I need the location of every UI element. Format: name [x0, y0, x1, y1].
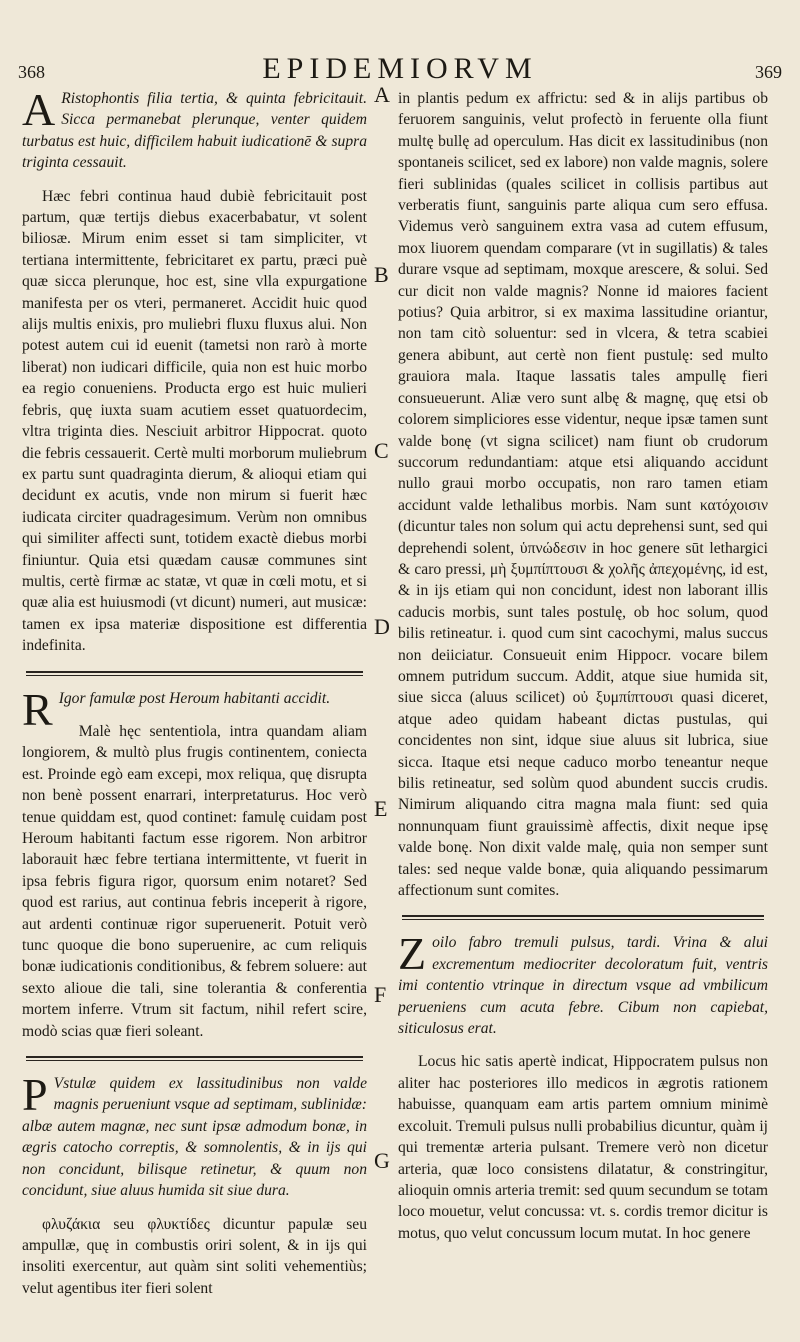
commentary-paragraph: φλυζάκια seu φλυκτίδες dicuntur papulæ seu ampullæ, quę in combustis oriri solent, & in ijs qui insoliti exercentur, aut quàm sint soliti vehementiùs; velut agentibus iter fieri solent	[22, 1215, 367, 1297]
drop-cap: R	[22, 683, 53, 735]
margin-letters	[370, 0, 396, 1342]
section-divider	[26, 1056, 363, 1061]
section-divider	[26, 671, 363, 676]
drop-cap: P	[22, 1069, 48, 1121]
case-text: oilo fabro tremuli pulsus, tardi. Vrina & alui excrementum mediocriter decoloratum fuit, ventris imi contentio vtrinque in directum vsque ad vmbilicum perueniens cum acuta febre. Cibum non capiebat, siticulosus erat.	[398, 934, 768, 1038]
right-column	[398, 88, 768, 1334]
drop-cap: Z	[398, 928, 427, 980]
running-title: EPIDEMIORVM	[262, 52, 538, 85]
commentary-paragraph: in plantis pedum ex affrictu: sed & in alijs partibus ob feruorem sanguinis, velut profectò in feruente olla fiunt multę bullę ad operculum. Has dicit ex lassitudinibus (non spontaneis scilicet, sed ex labore) non valde magnis, solere fieri sublinidas (quales scilicet in collisis partibus aut verberatis fiunt, sanguinis parte aliqua cum sero effusa. Videmus verò sanguinem extra vasa ad cutem effusum, mox liuorem quendam comparare (vt in sugillatis) & tales durare vsque ad septimam, moxque arescere, & solui. Sed cur dicit non valde magnis? Nonne id maiores facient potius? Quia arbitror, si ex maxima lassitudine oriantur, non tam citò soluentur: sed in vlcera, & tetra scabiei genera abibunt, aut certè non fient pustulę: sed multo grauiora mala. Itaque lassatis tales ampullę fieri consueuerunt. Aliæ vero sunt albę & magnę, quę etsi ob colorem simpliciores esse videntur, neque ipsæ tamen sunt valde bonę (vt signa scilicet) nam fiunt ob crudorum succorum redundantiam: atque etsi aliquando accidunt nullo graui morbo occupatis, non raro tamen etiam accidunt valde lethalibus morbis. Nam sunt κατόχοισιν (dicuntur tales non solum qui actu deprehensi sunt, sed qui deprehendi solent, ὑπνώδεσιν in hoc genere sūt lethargici & caro pressi, μὴ ξυμπίπτουσι & χολῆς ἀπεχομένης, id est, & in ijs etiam qui non concidunt, idest non laborant illis caducis morbis, sunt tales postulę, ob hoc solum, quod bilis retineatur. i. quod cum sint cacochymi, malus succus non deiiciatur. Consueuit enim Hippocr. vocare bilem omnem putridum succum. Addit, atque siue humida sit, siue sicca (aluus scilicet) οὐ ξυμπίπτουσι quasi diceret, atque adeo quidam habeant dictas pustulas, qui concidentes non sint, idque siue aluus sit lubrica, siue sicca. Itaque etsi neque caduco morbo teneantur neque bilis retineatur, sed solùm quod abundent succis crudis. Nimirum aliquando citra magna mala fiunt: sed quia nonnunquam fiunt grauissimè affectis, dixit neque ipsę valde bonę. Non dixit valde malę, quia non semper sunt tales: sed neque valde bonæ, quia aliquando pessimarum affectionum sunt comites.	[398, 90, 768, 900]
case-text: Vstulæ quidem ex lassitudinibus non valde magnis perueniunt vsque ad septimam, sublinidæ: albæ autem magnæ, nec sunt ipsæ admodum bonæ, in ægris catocho correptis, & somnolentis, & in ijs qui non concidunt, bilisque retinetur, & quum non concidunt, siue aluus humida sit siue dura.	[22, 1075, 367, 1200]
left-column	[22, 88, 367, 1334]
margin-letter-f: F	[374, 982, 387, 1007]
margin-letter-b: B	[374, 262, 389, 287]
margin-letter-d: D	[374, 614, 390, 639]
case-rigor-famulae	[22, 683, 367, 735]
margin-letter-g: G	[374, 1148, 390, 1173]
case-text: Igor famulæ post Heroum habitanti accidit.	[58, 689, 331, 707]
page-number-left: 368	[18, 62, 45, 82]
case-pustulae	[22, 1069, 367, 1201]
margin-letter-e: E	[374, 796, 388, 821]
commentary-paragraph: Malè hęc sententiola, intra quandam aliam longiorem, & multò plus frugis continentem, coniecta est. Proinde egò eam excepi, mox reliqua, quę disrupta non benè possent enarrari, interpretaturus. Hoc verò tenue quiddam est, quod continet: famulę cuidam post Heroum habitanti factum esse rigorem. Non arbitror laborauit hæc febre tertiana intermittente, vt fuerit in ipsa febris figura rigor, quorsum enim notaret? Sed quod est rarius, aut continua febris inceperit à rigore, aut ardenti continuæ rigor superuenerit. Potuit verò tunc quoque die bono superuenire, ac cum reliquis bonæ iudicationis conditionibus, & febrem soluere: aut sexto alioue die tali, sine tolerantia & conferentia mortem inferre. Vtrum sit factum, nihil refert scire, modò scias quæ fieri soleant.	[22, 722, 367, 1040]
margin-letter-a: A	[374, 82, 390, 107]
page-number-right: 369	[755, 62, 782, 82]
case-aristophontis	[22, 88, 367, 174]
drop-cap: A	[22, 88, 56, 135]
section-divider	[402, 915, 764, 920]
case-zoilo-fabro	[398, 928, 768, 1039]
page-header	[0, 52, 800, 88]
commentary-paragraph: Hæc febri continua haud dubiè febricitauit post partum, quæ tertijs diebus exacerbabatur, vt solent biliosæ. Mirum enim esset si tam simpliciter, vt tertiana intermittente, febricitaret ex partu, præci puè quæ sicca plerunque, hoc est, sine vlla expurgatione manifesta per os vteri, permaneret. Accidit huic quod alijs multis enixis, pro muliebri fluxu fluxus alui. Non potest autem cui id euenit (tametsi non rarò à morte liberat) non iudicari difficile, quia non est huic morbo ea regio conueniens. Producta ergo est huic mulieri febris, quę iuxta suam acutiem esset quatuordecim, vltra triginta dies. Nesciuit arbitror Hippocrat. quoto die febris cessauerit. Certè multi morborum muliebrum ex partu sunt quadraginta dierum, & alioqui etiam qui decidunt ex acutis, vnde non mirum si fuerit hæc iudicata circiter quadragesimum. Verùm non omnibus qui similiter affecti sunt, totidem exactè diebus morbi finiuntur. Quia etsi quædam causæ communes sint multis, certè firmæ ac statæ, vt quæ in cœli motu, et si quæ alia est huiusmodi (vt dicunt) numeri, aut musicæ: tamen ex ipsa materiæ dispositione est differentia indefinita.	[22, 187, 367, 655]
margin-letter-c: C	[374, 438, 389, 463]
case-text: Ristophontis filia tertia, & quinta febricitauit. Sicca permanebat plerunque, venter quidem turbatus est huic, difficilem habuit iudicationē & supra triginta cessauit.	[22, 90, 367, 172]
commentary-paragraph: Locus hic satis apertè indicat, Hippocratem pulsus non aliter hac posteriores illo medicos in ægrotis rationem habuisse, quanquam eam artis partem omnium minimè excoluit. Tremuli pulsus nulli probabilius dicuntur, quàm ij qui trementæ arteria pulsant. Tremere verò non dicetur arteria, quæ loco consistens dilatatur, & constringitur, alioquin omnis arteria tremit: sed quum secundum se totam loco mouetur, velut concussa: vt. s. cordis tremor dicitur is motus, quo velut concussum locum mutat. In hoc genere	[398, 1053, 768, 1242]
